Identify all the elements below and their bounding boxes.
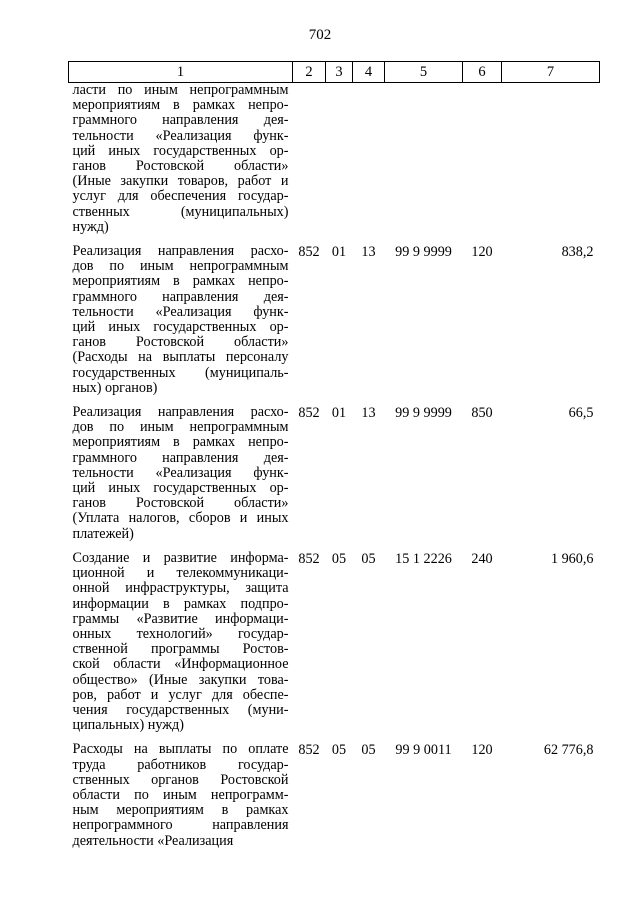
section-code: 01 [331, 405, 347, 422]
description-line: ласти по иным непрограммным [72, 82, 289, 98]
ministry-code: 852 [298, 550, 320, 567]
description-line: Реализация направления расхо- [72, 404, 289, 421]
row-description [69, 551, 293, 733]
description-line: мероприятиям в рамках непро- [72, 434, 289, 451]
description-line: государственных (муниципаль- [72, 364, 289, 381]
description-line: общество» (Иные закупки това- [72, 671, 289, 688]
header-row [69, 62, 600, 83]
description-line: тельности «Реализация функ- [72, 303, 289, 320]
description-line: ганов Ростовской области» [72, 334, 289, 351]
description-line: граммы «Развитие информаци- [72, 610, 289, 627]
row-description [69, 405, 293, 542]
row-description [69, 83, 293, 236]
budget-table [68, 61, 600, 849]
header-col-6: 6 [463, 62, 502, 83]
header-col-7: 7 [502, 62, 600, 83]
description-line: тельности «Реализация функ- [72, 464, 289, 481]
description-line: ственной программы Ростов- [72, 641, 289, 658]
description-line: (Уплата налогов, сборов и иных [72, 510, 289, 527]
description-line: области по иным непрограмм- [72, 786, 289, 803]
subsection-code: 13 [361, 244, 376, 261]
description-line: ционной и телекоммуникаци- [72, 565, 289, 582]
table-row [69, 244, 600, 396]
description-line: чения государственных (муни- [72, 701, 289, 718]
description-line: дов по иным непрограммным [72, 419, 289, 436]
description-line: дов по иным непрограммным [72, 258, 289, 275]
ministry-code: 852 [298, 405, 320, 422]
description-line: деятельности «Реализация [72, 832, 234, 849]
target-article-code: 99 9 0011 [395, 742, 452, 759]
section-code [326, 83, 353, 236]
header-col-1: 1 [69, 62, 293, 83]
description-line: нужд) [72, 218, 109, 235]
subsection-code [353, 83, 385, 236]
description-line: ственных (муниципальных) [72, 203, 289, 220]
description-line: граммного направления дея- [72, 449, 289, 466]
description-line: тельности «Реализация функ- [72, 127, 289, 144]
description-line: граммного направления дея- [72, 112, 289, 129]
description-line: мероприятиям в рамках непро- [72, 97, 289, 114]
description-line: граммного направления дея- [72, 288, 289, 305]
page-number: 702 [308, 27, 332, 43]
expense-type-code [463, 83, 502, 236]
table-row [69, 742, 600, 848]
description-line: ных) органов) [72, 379, 158, 396]
description-line: труда работников государ- [72, 756, 289, 773]
description-line: ципальных) нужд) [72, 717, 184, 734]
row-description [69, 244, 293, 396]
ministry-code: 852 [298, 244, 320, 261]
description-line: услуг для обеспечения государ- [72, 188, 289, 205]
description-line: Расходы на выплаты по оплате [72, 741, 289, 758]
target-article-code: 99 9 9999 [395, 405, 452, 422]
description-line: ганов Ростовской области» [72, 158, 289, 175]
description-line: ций иных государственных ор- [72, 142, 289, 159]
expense-type-code: 850 [471, 405, 493, 422]
description-line: ным мероприятиям в рамках [72, 802, 289, 819]
expense-type-code: 120 [471, 244, 493, 261]
description-line: ров, работ и услуг для обеспе- [72, 686, 289, 703]
row-description [69, 742, 293, 848]
header-col-3: 3 [326, 62, 353, 83]
description-line: платежей) [72, 525, 134, 542]
target-article-code [385, 83, 463, 236]
description-line: (Иные закупки товаров, работ и [72, 173, 289, 190]
header-col-2: 2 [293, 62, 326, 83]
description-line: ственных органов Ростовской [72, 771, 289, 788]
description-line: ций иных государственных ор- [72, 319, 289, 336]
amount-value: 1 960,6 [550, 550, 594, 567]
amount-value [502, 83, 600, 236]
table-row [69, 405, 600, 542]
target-article-code: 99 9 9999 [395, 244, 452, 261]
description-line: Создание и развитие информа- [72, 549, 289, 566]
amount-value: 66,5 [568, 405, 594, 422]
description-line: онной инфраструктуры, защита [72, 580, 289, 597]
expense-type-code: 120 [471, 742, 493, 759]
ministry-code [293, 83, 326, 236]
expense-type-code: 240 [471, 550, 493, 567]
description-line: Реализация направления расхо- [72, 243, 289, 260]
ministry-code: 852 [298, 742, 320, 759]
table-row [69, 551, 600, 733]
description-line: онных технологий» государ- [72, 625, 289, 642]
description-line: ций иных государственных ор- [72, 480, 289, 497]
description-line: (Расходы на выплаты персоналу [72, 349, 289, 366]
section-code: 05 [331, 742, 347, 759]
header-col-5: 5 [385, 62, 463, 83]
amount-value: 62 776,8 [543, 742, 594, 759]
subsection-code: 13 [361, 405, 376, 422]
subsection-code: 05 [361, 742, 376, 759]
description-line: непрограммного направления [72, 817, 289, 834]
description-line: ганов Ростовской области» [72, 495, 289, 512]
subsection-code: 05 [361, 550, 376, 567]
description-line: ской области «Информационное [72, 656, 289, 673]
target-article-code: 15 1 2226 [395, 550, 452, 567]
description-line: информации в рамках подпро- [72, 595, 289, 612]
description-line: мероприятиям в рамках непро- [72, 273, 289, 290]
table-row [69, 83, 600, 236]
section-code: 05 [331, 550, 347, 567]
amount-value: 838,2 [561, 244, 594, 261]
section-code: 01 [331, 244, 347, 261]
header-col-4: 4 [353, 62, 385, 83]
